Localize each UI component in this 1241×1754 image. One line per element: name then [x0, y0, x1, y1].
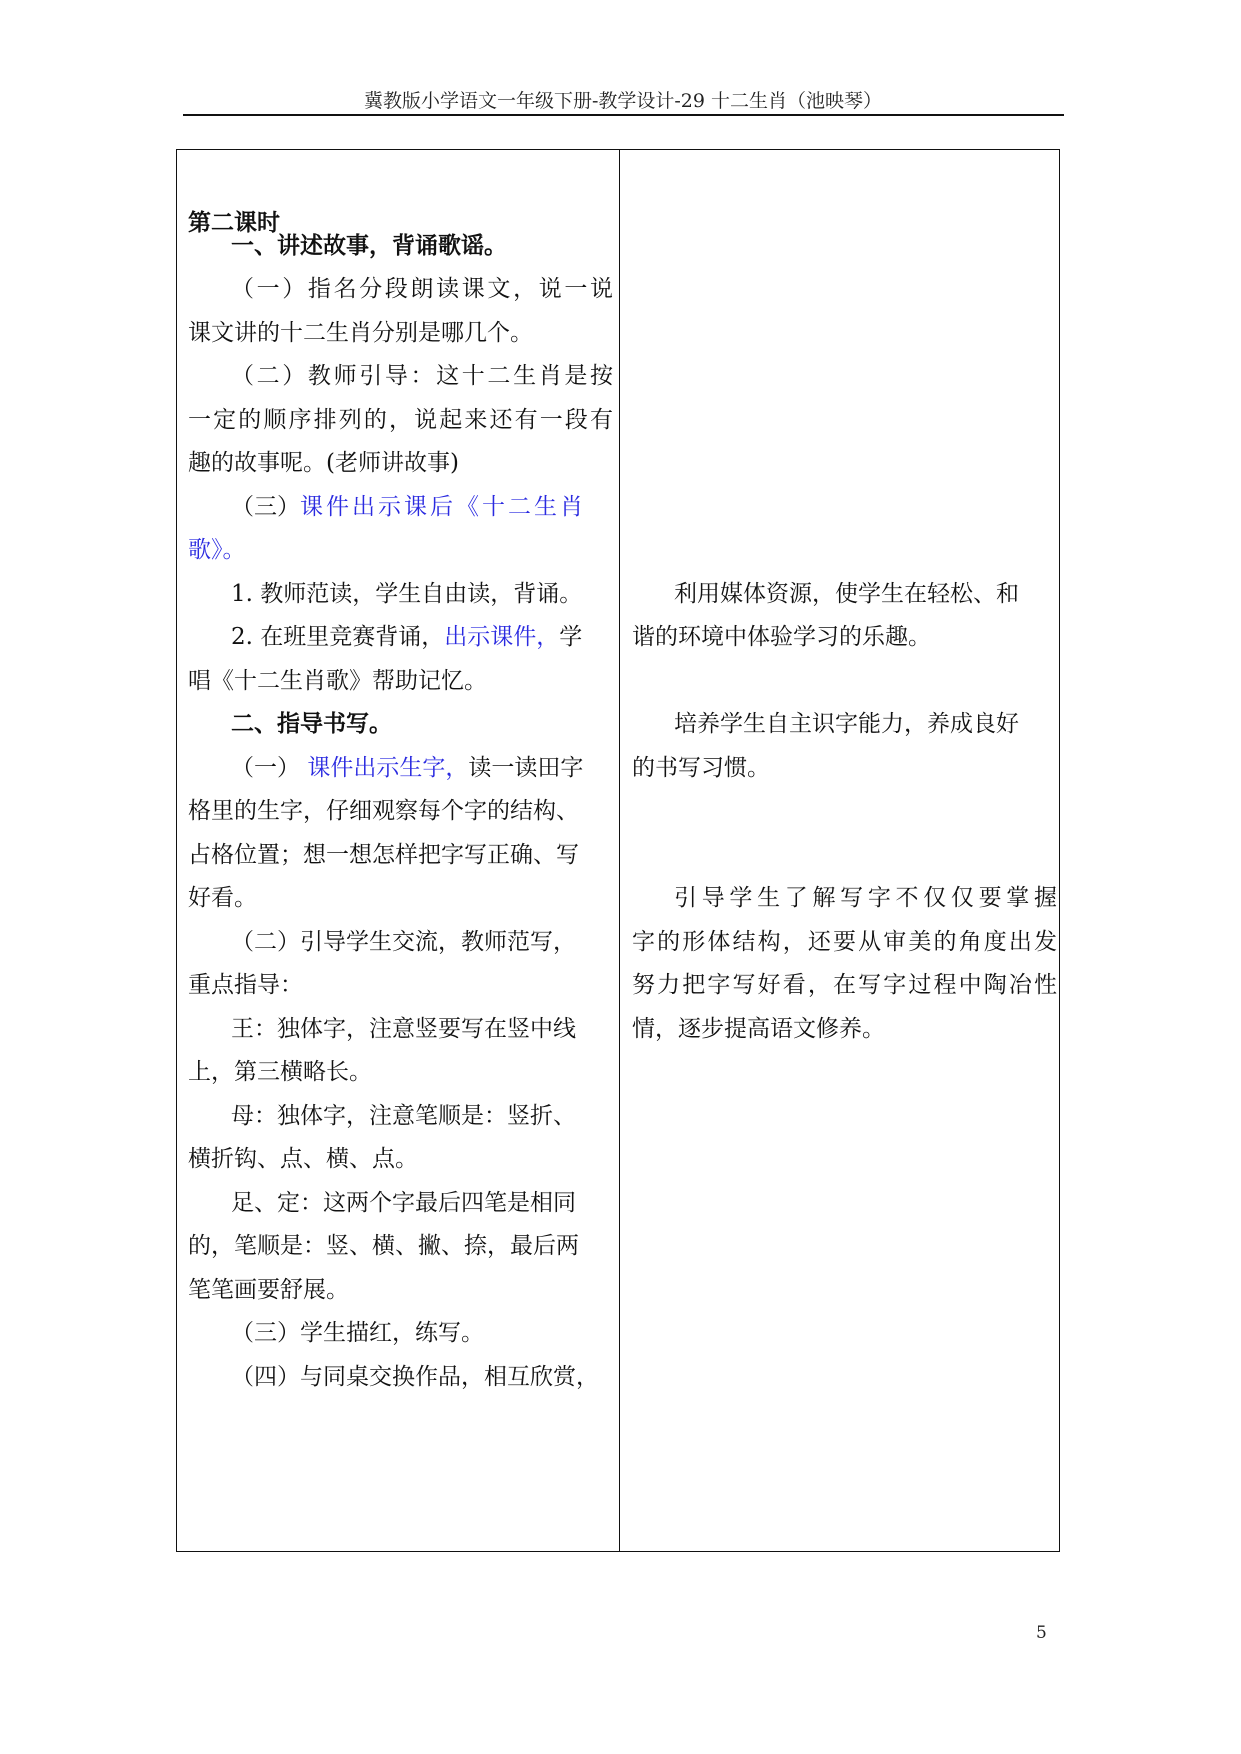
char-wang-line1: 王：独体字，注意竖要写在竖中线 — [231, 1016, 576, 1042]
column-divider — [619, 150, 620, 1551]
show-courseware-link[interactable]: 出示课件， — [444, 624, 560, 650]
char-zu-ding-line3: 笔笔画要舒展。 — [188, 1277, 349, 1303]
s1-item1-line2: 课文讲的十二生肖分别是哪几个。 — [188, 320, 533, 346]
char-zu-ding-line1: 足、定：这两个字最后四笔是相同 — [231, 1190, 576, 1216]
s2-item2-line1: （二）引导学生交流，教师范写， — [231, 929, 576, 955]
note3-line4: 情，逐步提高语文修养。 — [632, 1016, 885, 1042]
courseware-link-cont[interactable]: 歌》。 — [188, 537, 246, 563]
s2-item2-line2: 重点指导： — [188, 972, 303, 998]
s2-item1-prefix: （一） — [231, 755, 308, 781]
document-header-title: 冀教版小学语文一年级下册-教学设计-29 十二生肖（池映琴） — [363, 90, 883, 112]
section2-title: 二、指导书写。 — [231, 710, 392, 737]
show-characters-link[interactable]: 课件出示生字， — [307, 755, 469, 781]
header-rule — [183, 114, 1064, 116]
s1-step2-suffix: 学 — [559, 624, 583, 650]
s1-item3-prefix: （三） — [231, 494, 300, 520]
lesson-plan-table — [176, 149, 1060, 1552]
courseware-link[interactable]: 课件出示课后《十二生肖 — [300, 494, 586, 520]
note1-line2: 谐的环境中体验学习的乐趣。 — [632, 624, 931, 650]
s2-item1-line3: 占格位置；想一想怎样把字写正确、写 — [188, 842, 579, 868]
note3-line3: 努力把字写好看，在写字过程中陶冶性 — [632, 972, 1057, 998]
s1-step2-line1 — [231, 621, 613, 653]
s2-item3: （三）学生描红，练写。 — [231, 1320, 484, 1346]
s2-item1-line4: 好看。 — [188, 885, 257, 911]
s1-item1-line1: （一）指名分段朗读课文，说一说 — [231, 276, 613, 302]
char-wang-line2: 上，第三横略长。 — [188, 1059, 372, 1085]
s2-item1-line2: 格里的生字，仔细观察每个字的结构、 — [188, 798, 579, 824]
note3-line1: 引导学生了解写字不仅仅要掌握 — [674, 885, 1057, 911]
note2-line2: 的书写习惯。 — [632, 755, 770, 781]
section1-title: 一、讲述故事，背诵歌谣。 — [231, 232, 507, 259]
s1-item2-line3: 趣的故事呢。(老师讲故事) — [188, 450, 459, 476]
s1-step1: 1. 教师范读，学生自由读，背诵。 — [231, 581, 583, 607]
lesson-title: 第二课时 — [188, 209, 280, 236]
page-number: 5 — [1036, 1623, 1047, 1643]
note1-line1: 利用媒体资源，使学生在轻松、和 — [674, 581, 1019, 607]
s1-item3-line1 — [231, 491, 613, 523]
s1-item2-line1: （二）教师引导：这十二生肖是按 — [231, 363, 613, 389]
note3-line2: 字的形体结构，还要从审美的角度出发 — [632, 929, 1057, 955]
s1-item2-line2: 一定的顺序排列的，说起来还有一段有 — [188, 407, 613, 433]
char-mu-line2: 横折钩、点、横、点。 — [188, 1146, 418, 1172]
s2-item1-suffix: 读一读田字 — [468, 755, 584, 781]
s2-item1-line1 — [231, 752, 613, 784]
char-zu-ding-line2: 的，笔顺是：竖、横、撇、捺，最后两 — [188, 1233, 579, 1259]
note2-line1: 培养学生自主识字能力，养成良好 — [674, 711, 1019, 737]
s1-step2-prefix: 2. 在班里竞赛背诵， — [231, 624, 445, 650]
char-mu-line1: 母：独体字，注意笔顺是：竖折、 — [231, 1103, 576, 1129]
s2-item4: （四）与同桌交换作品，相互欣赏， — [231, 1364, 599, 1390]
s1-step2-line2: 唱《十二生肖歌》帮助记忆。 — [188, 668, 487, 694]
